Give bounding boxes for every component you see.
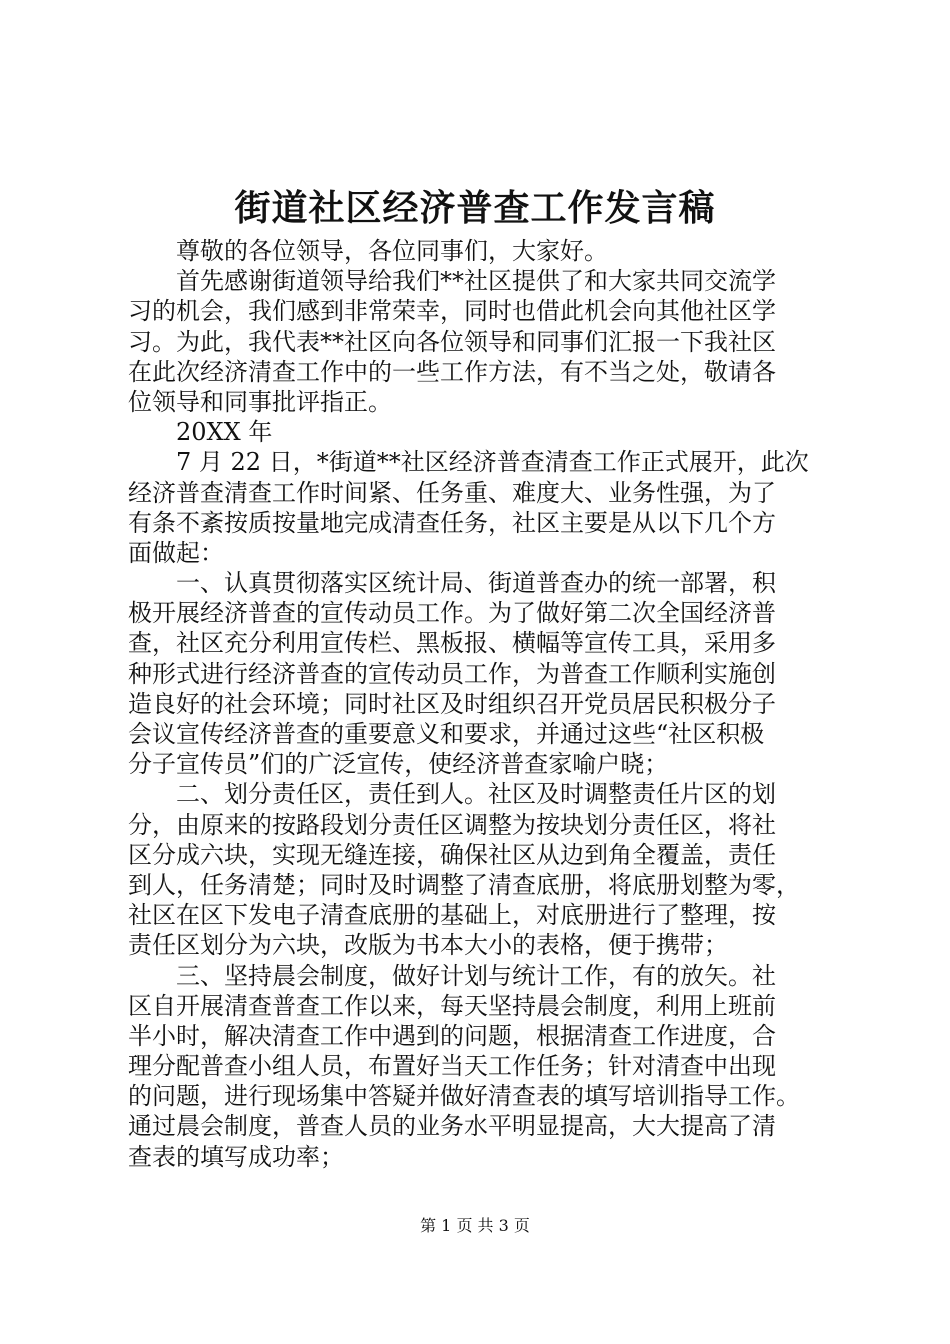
document-body [128, 236, 828, 1172]
body-line: 面做起： [128, 538, 224, 567]
body-line: 分，由原来的按路段划分责任区调整为按块划分责任区，将社 [128, 810, 776, 839]
body-line: 理分配普查小组人员，布置好当天工作任务；针对清查中出现 [128, 1052, 776, 1081]
body-line: 习。为此，我代表**社区向各位领导和同事们汇报一下我社区 [128, 327, 776, 356]
body-line: 到人，任务清楚；同时及时调整了清查底册，将底册划整为零， [128, 870, 800, 899]
body-line: 20XX 年 [128, 418, 273, 447]
body-line: 责任区划分为六块，改版为书本大小的表格，便于携带； [128, 931, 728, 960]
body-line: 的问题，进行现场集中答疑并做好清查表的填写培训指导工作。 [128, 1082, 800, 1111]
body-line: 半小时，解决清查工作中遇到的问题，根据清查工作进度，合 [128, 1021, 776, 1050]
body-line: 在此次经济清查工作中的一些工作方法，有不当之处，敬请各 [128, 357, 776, 386]
body-line: 查，社区充分利用宣传栏、黑板报、横幅等宣传工具，采用多 [128, 629, 776, 658]
body-line: 二、划分责任区，责任到人。社区及时调整责任片区的划 [128, 780, 776, 809]
body-line: 会议宣传经济普查的重要意义和要求，并通过这些“社区积极 [128, 720, 765, 748]
body-line: 分子宣传员”们的广泛宣传，使经济普查家喻户晓； [128, 750, 669, 779]
body-line: 极开展经济普查的宣传动员工作。为了做好第二次全国经济普 [128, 599, 776, 628]
body-line: 位领导和同事批评指正。 [128, 387, 392, 416]
body-line: 有条不紊按质按量地完成清查任务，社区主要是从以下几个方 [128, 508, 776, 537]
body-line: 区分成六块，实现无缝连接，确保社区从边到角全覆盖，责任 [128, 840, 776, 869]
page-number-footer: 第 1 页 共 3 页 [420, 1216, 530, 1235]
body-line: 习的机会，我们感到非常荣幸，同时也借此机会向其他社区学 [128, 297, 776, 326]
body-line: 查表的填写成功率； [128, 1142, 344, 1171]
body-line: 种形式进行经济普查的宣传动员工作，为普查工作顺利实施创 [128, 659, 776, 688]
body-line: 一、认真贯彻落实区统计局、街道普查办的统一部署，积 [128, 569, 776, 598]
body-line: 首先感谢街道领导给我们**社区提供了和大家共同交流学 [128, 267, 776, 296]
body-line: 区自开展清查普查工作以来，每天坚持晨会制度，利用上班前 [128, 991, 776, 1020]
body-line: 尊敬的各位领导，各位同事们，大家好。 [128, 237, 608, 265]
body-line: 造良好的社会环境；同时社区及时组织召开党员居民积极分子 [128, 689, 776, 718]
document-title: 街道社区经济普查工作发言稿 [234, 187, 716, 229]
body-line: 三、坚持晨会制度，做好计划与统计工作，有的放矢。社 [128, 961, 776, 990]
body-line: 7 月 22 日，*街道**社区经济普查清查工作正式展开，此次 [128, 448, 809, 477]
body-line: 社区在区下发电子清查底册的基础上，对底册进行了整理，按 [128, 901, 776, 930]
body-line: 经济普查清查工作时间紧、任务重、难度大、业务性强，为了 [128, 478, 776, 507]
body-line: 通过晨会制度，普查人员的业务水平明显提高，大大提高了清 [128, 1112, 776, 1141]
